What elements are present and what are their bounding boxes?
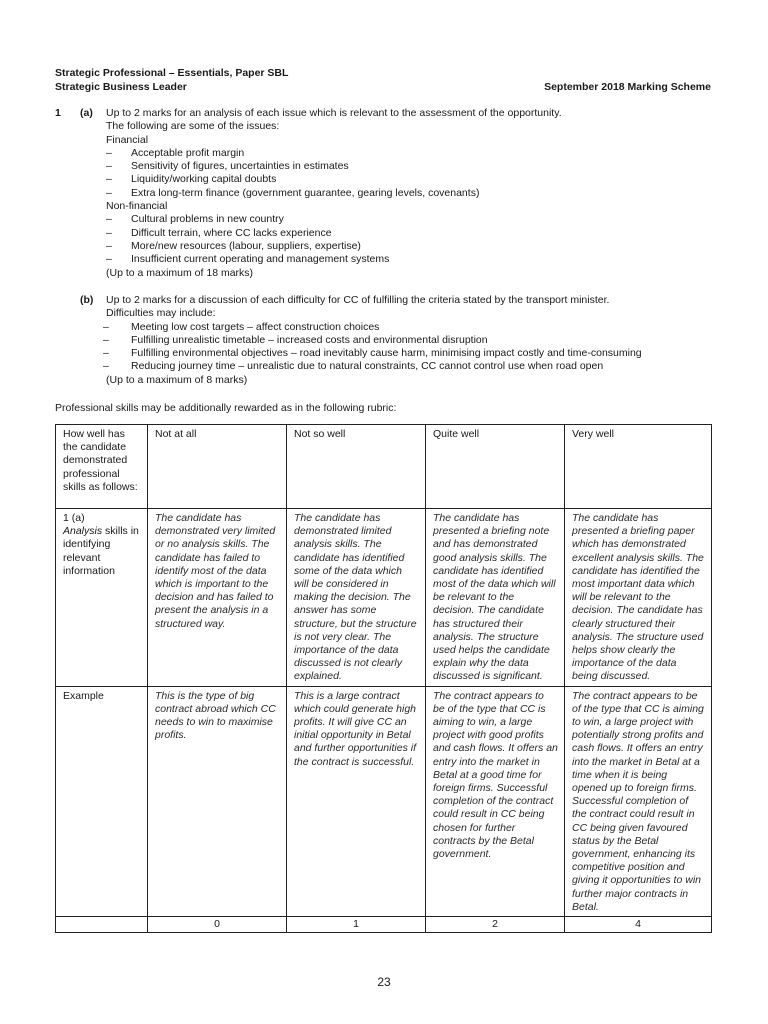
score-cell: 1 <box>287 917 426 933</box>
row-label-ref: 1 (a) <box>63 512 85 524</box>
table-header-cell: Quite well <box>426 425 565 509</box>
table-cell: The contract appears to be of the type that CC is aiming to win, a large project with good profits and cash flows. It offers an entry into the market in Betal at a good time for foreign firms. Successful completion of the contract could result in CC being chosen for further contracts by the Betal government. <box>426 686 565 916</box>
table-cell: The candidate has demonstrated limited analysis skills. The candidate has identified some of the data which will be considered in making the decision. The answer has some structure, but the structure is not very clear. The importance of the data discussed is not clearly explained. <box>287 509 426 687</box>
list-item: – Sensitivity of figures, uncertainties in estimates <box>106 160 349 173</box>
part-a-intro-2: The following are some of the issues: <box>106 120 280 133</box>
financial-heading: Financial <box>106 133 149 146</box>
score-cell <box>56 917 148 933</box>
nonfinancial-heading: Non-financial <box>106 200 168 213</box>
rubric-table <box>55 424 712 933</box>
row-label-cell: Example <box>56 686 148 916</box>
list-item: – Fulfilling unrealistic timetable – increased costs and environmental disruption <box>103 333 488 346</box>
list-item: – Extra long-term finance (government guarantee, gearing levels, covenants) <box>106 186 480 199</box>
score-cell: 2 <box>426 917 565 933</box>
table-header-cell: Not so well <box>287 425 426 509</box>
row-label-cell <box>56 509 148 687</box>
page-number: 23 <box>377 975 391 989</box>
part-b-intro: Up to 2 marks for a discussion of each difficulty for CC of fulfilling the criteria stated by the transport minister. <box>106 294 610 306</box>
list-item: – Difficult terrain, where CC lacks experience <box>106 226 332 239</box>
table-row <box>56 509 712 687</box>
table-cell: This is a large contract which could generate high profits. It will give CC an initial opportunity in Betal and further opportunities if the contract is successful. <box>287 686 426 916</box>
paper-subtitle: Strategic Business Leader <box>55 80 187 93</box>
table-cell: The candidate has demonstrated very limited or no analysis skills. The candidate has failed to identify most of the data which is important to the decision and has failed to present the analysis in a structured way. <box>148 509 287 687</box>
table-cell: The candidate has presented a briefing paper which has demonstrated excellent analysis skills. The candidate has identified the most important data which will be relevant to the decision. The candidate has clearly structured their analysis. The structure used helps show clearly the importance of the data being discussed. <box>565 509 712 687</box>
list-item: – Acceptable profit margin <box>106 146 245 159</box>
part-a-content <box>106 107 716 280</box>
score-cell: 4 <box>565 917 712 933</box>
list-item: – Reducing journey time – unrealistic due to natural constraints, CC cannot control use when road open <box>103 360 604 373</box>
list-item: – More/new resources (labour, suppliers, expertise) <box>106 239 361 252</box>
skills-intro: Professional skills may be additionally rewarded as in the following rubric: <box>55 402 397 414</box>
table-cell: The candidate has presented a briefing note and has demonstrated good analysis skills. The candidate has identified most of the data which will be relevant to the decision. The candidate has structured their analysis. The structure used helps the candidate explain why the data discussed is significant. <box>426 509 565 687</box>
score-row <box>56 917 712 933</box>
table-header-cell: Very well <box>565 425 712 509</box>
table-header-cell: How well has the candidate demonstrated professional skills as follows: <box>56 425 148 509</box>
table-cell: This is the type of big contract abroad which CC needs to win to maximise profits. <box>148 686 287 916</box>
list-item: – Fulfilling environmental objectives – road inevitably cause harm, minimising impact costly and time-consuming <box>103 347 642 360</box>
question-number: 1 <box>55 107 61 119</box>
list-item: – Meeting low cost targets – affect construction choices <box>103 320 380 333</box>
part-b-label: (b) <box>80 294 94 306</box>
part-a-intro: Up to 2 marks for an analysis of each issue which is relevant to the assessment of the opportunity. <box>106 107 562 119</box>
table-header-row <box>56 425 712 509</box>
table-cell: The contract appears to be of the type that CC is aiming to win, a large project with potentially strong profits and cash flows. It offers an entry into the market in Betal at a time when it is being opened up to foreign firms. Successful completion of the contract could result in CC being given favoured status by the Betal government, enhancing its competitive position and giving it opportunities to win further major contracts in Betal. <box>565 686 712 916</box>
part-b-max-marks: (Up to a maximum of 8 marks) <box>106 373 248 386</box>
table-header-cell: Not at all <box>148 425 287 509</box>
list-item: – Insufficient current operating and management systems <box>106 253 390 266</box>
part-b-content <box>103 294 716 387</box>
row-label-skill: Analysis skills in identifying relevant information <box>63 525 139 577</box>
page-header <box>55 67 711 94</box>
part-a-max-marks: (Up to a maximum of 18 marks) <box>106 266 254 279</box>
table-row <box>56 686 712 916</box>
paper-title: Strategic Professional – Essentials, Paper SBL <box>55 67 289 79</box>
part-a-label: (a) <box>80 107 93 119</box>
part-b-intro-2: Difficulties may include: <box>106 307 216 320</box>
list-item: – Cultural problems in new country <box>106 213 284 226</box>
score-cell: 0 <box>148 917 287 933</box>
marking-scheme-date: September 2018 Marking Scheme <box>544 80 711 93</box>
list-item: – Liquidity/working capital doubts <box>106 173 277 186</box>
